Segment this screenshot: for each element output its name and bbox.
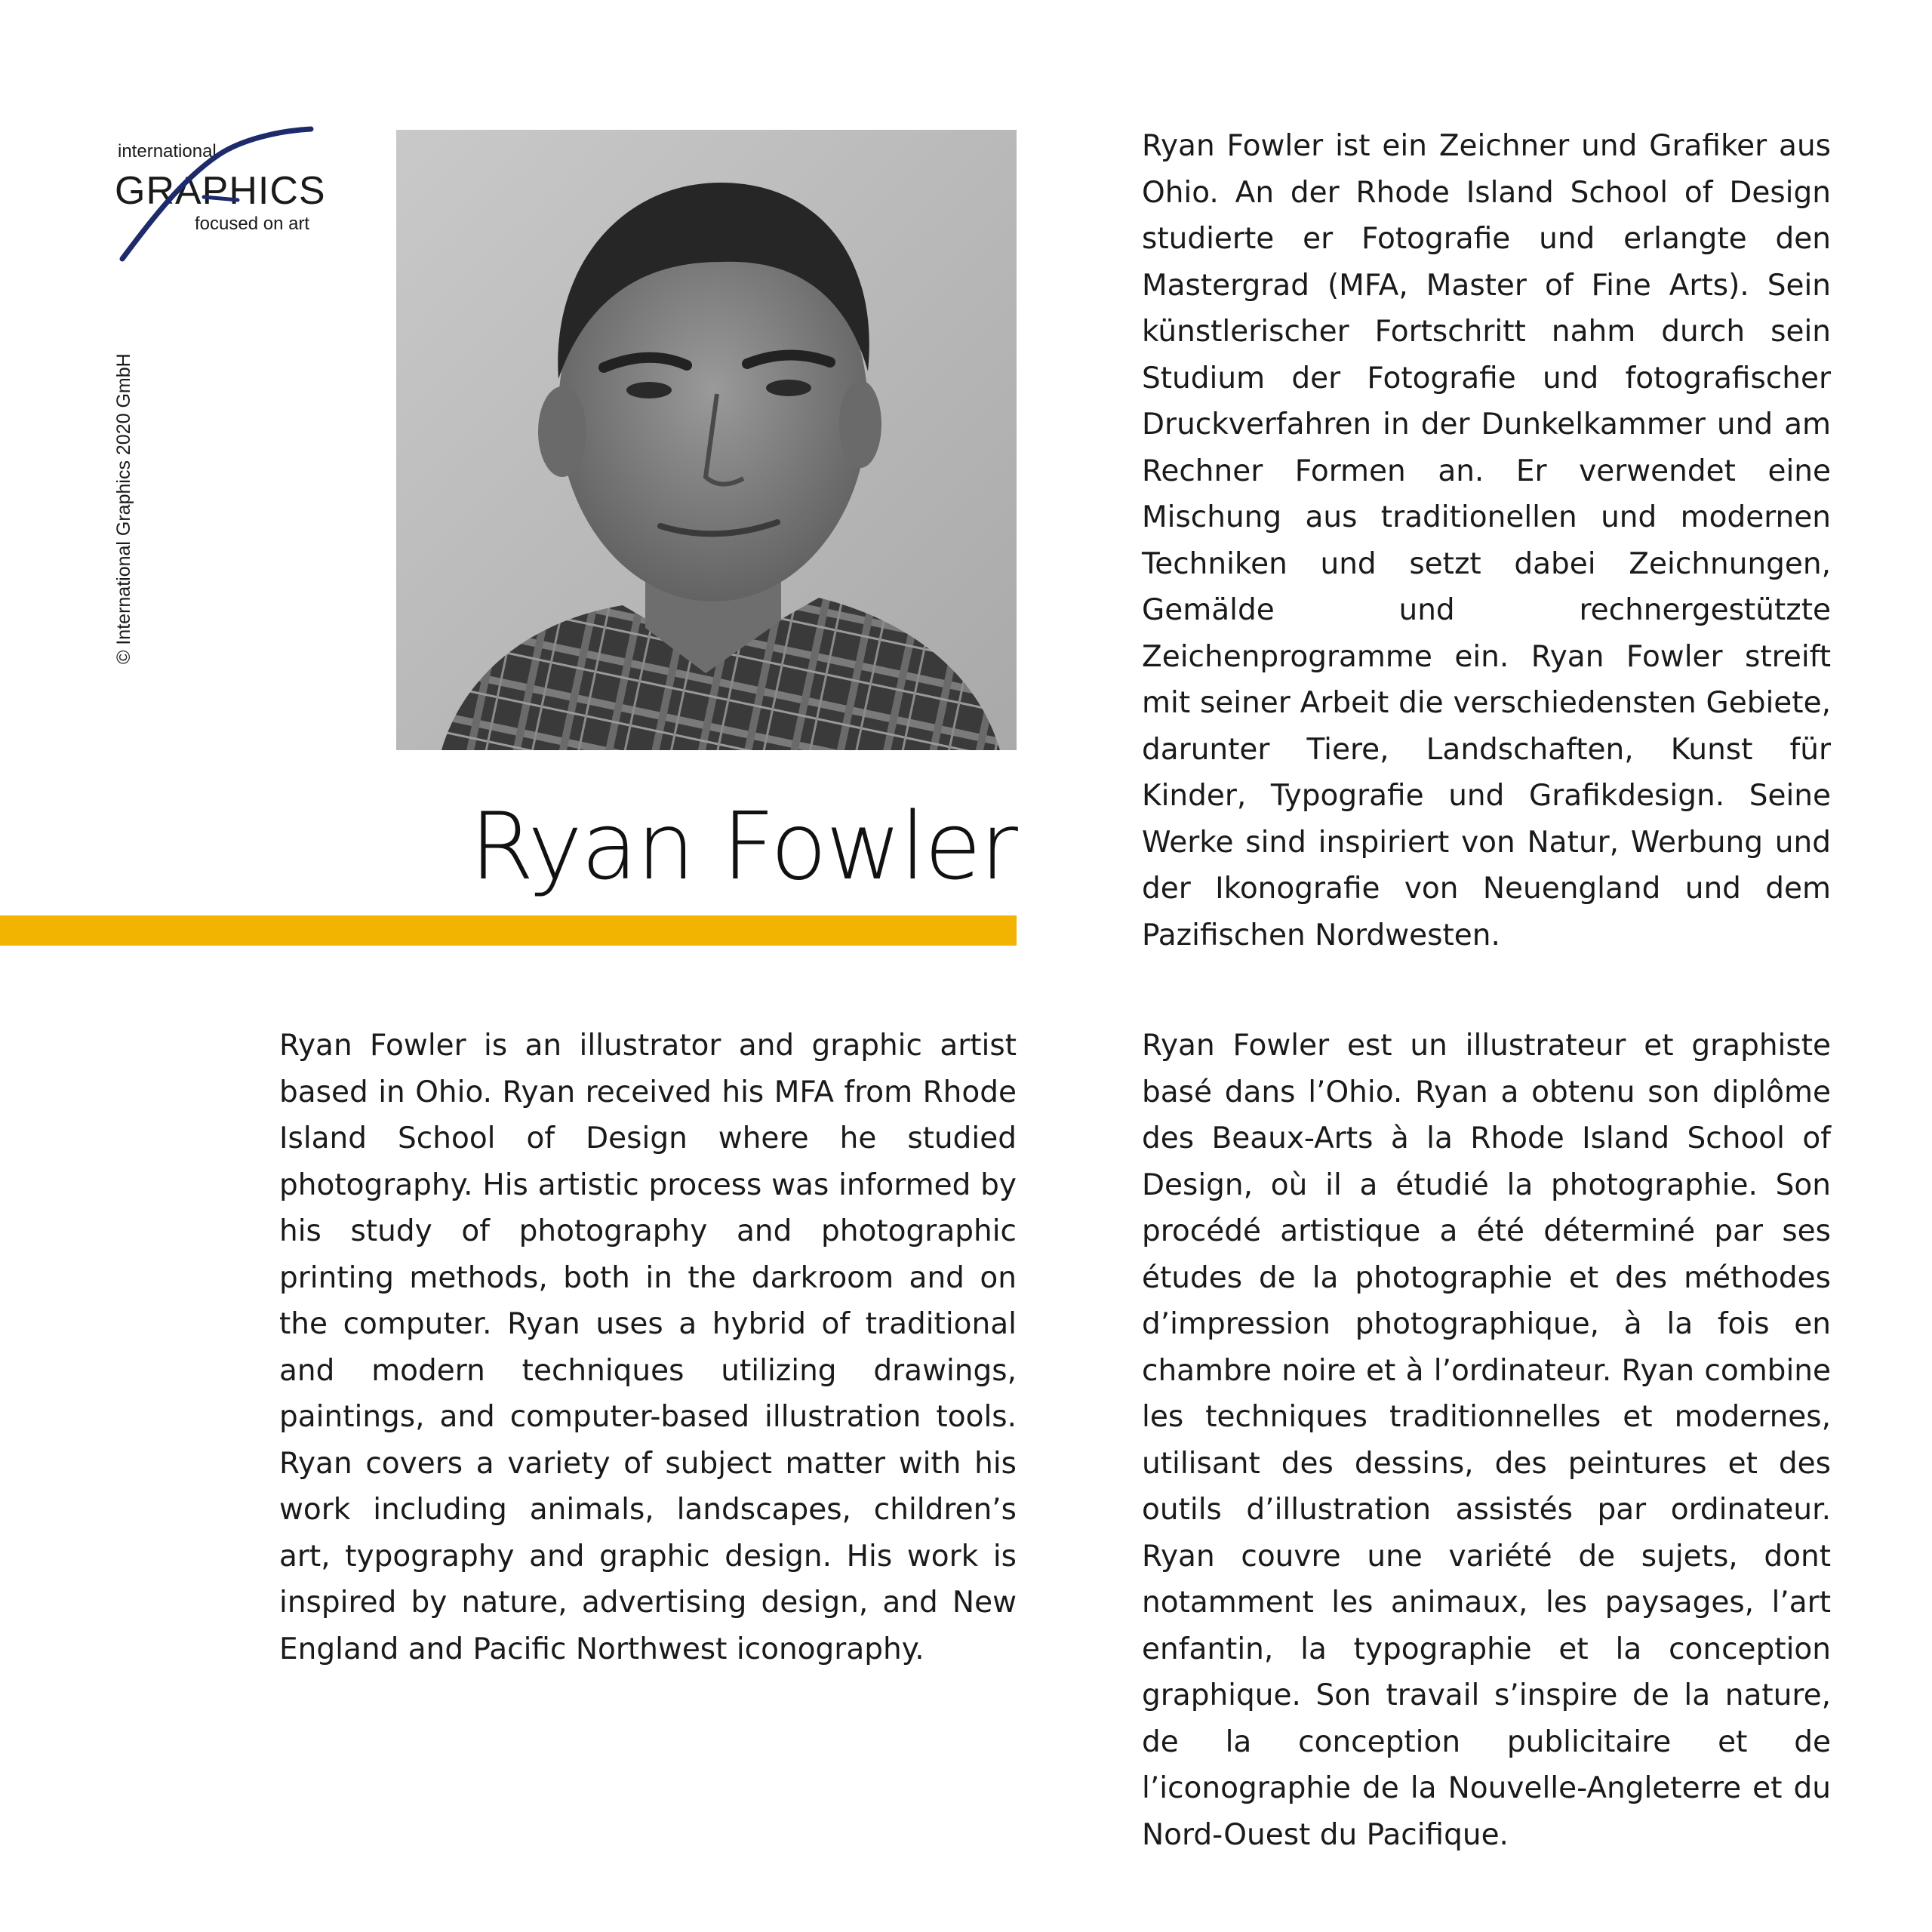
accent-bar [0,915,1017,946]
portrait-illustration [396,130,1017,750]
portrait-photo [396,130,1017,750]
bio-german: Ryan Fowler ist ein Zeichner und Grafiker aus Ohio. An der Rhode Island School of Design studierte er Fotografie und erlangte den Mastergrad (MFA, Master of Fine Arts). Sein künstlerischer Fortschritt nahm durch sein Studium der Fotografie und fotografischer Druckverfahren in der Dunkelkammer und am Rechner Formen an. Er verwendet eine Mischung aus traditionellen und modernen Techniken und setzt dabei Zeichnungen, Gemälde und rechnergestützte Zeichenprogramme ein. Ryan Fowler streift mit seiner Arbeit die verschiedensten Gebiete, darunter Tiere, Landschaften, Kunst für Kinder, Typografie und Grafikdesign. Seine Werke sind inspiriert von Natur, Werbung und der Ikonografie von Neuengland und dem Pazifischen Nordwesten. [1142,129,1831,952]
bio-french: Ryan Fowler est un illustrateur et graphiste basé dans l’Ohio. Ryan a obtenu son diplôme des Beaux-Arts à la Rhode Island School of Design, où il a étudié la photographie. Son procédé artistique a été déterminé par ses études de la photographie et des méthodes d’impression photographique, à la fois en chambre noire et à l’ordinateur. Ryan combine les techniques traditionnelles et modernes, utilisant des dessins, des peintures et des outils d’illustration assistés par ordinateur. Ryan couvre une variété de sujets, dont notamment les animaux, les paysages, l’art enfantin, la typographie et la conception graphique. Son travail s’inspire de la nature, de la conception publicitaire et de l’iconographie de la Nouvelle-Angleterre et du Nord-Ouest du Pacifique. [1142,1029,1831,1852]
international-graphics-logo [113,125,326,268]
artist-name: Ryan Fowler [469,793,1017,901]
copyright-notice: © International Graphics 2020 GmbH [113,353,134,664]
bio-english: Ryan Fowler is an illustrator and graphic artist based in Ohio. Ryan received his MFA from Rhode Island School of Design where he studied photography. His artistic process was informed by his study of photography and photographic printing methods, both in the darkroom and on the computer. Ryan uses a hybrid of traditional and modern techniques utilizing drawings, paintings, and computer-based illustration tools. Ryan covers a variety of subject matter with his work including animals, landscapes, children’s art, typography and graphic design. His work is inspired by nature, advertising design, and New England and Pacific Northwest iconography. [279,1029,1017,1666]
logo-swoosh-icon [113,125,321,268]
logo-wordmark: GRAPHICS [115,169,326,213]
logo-top-text: international [118,141,217,162]
logo-tagline: focused on art [195,214,310,234]
